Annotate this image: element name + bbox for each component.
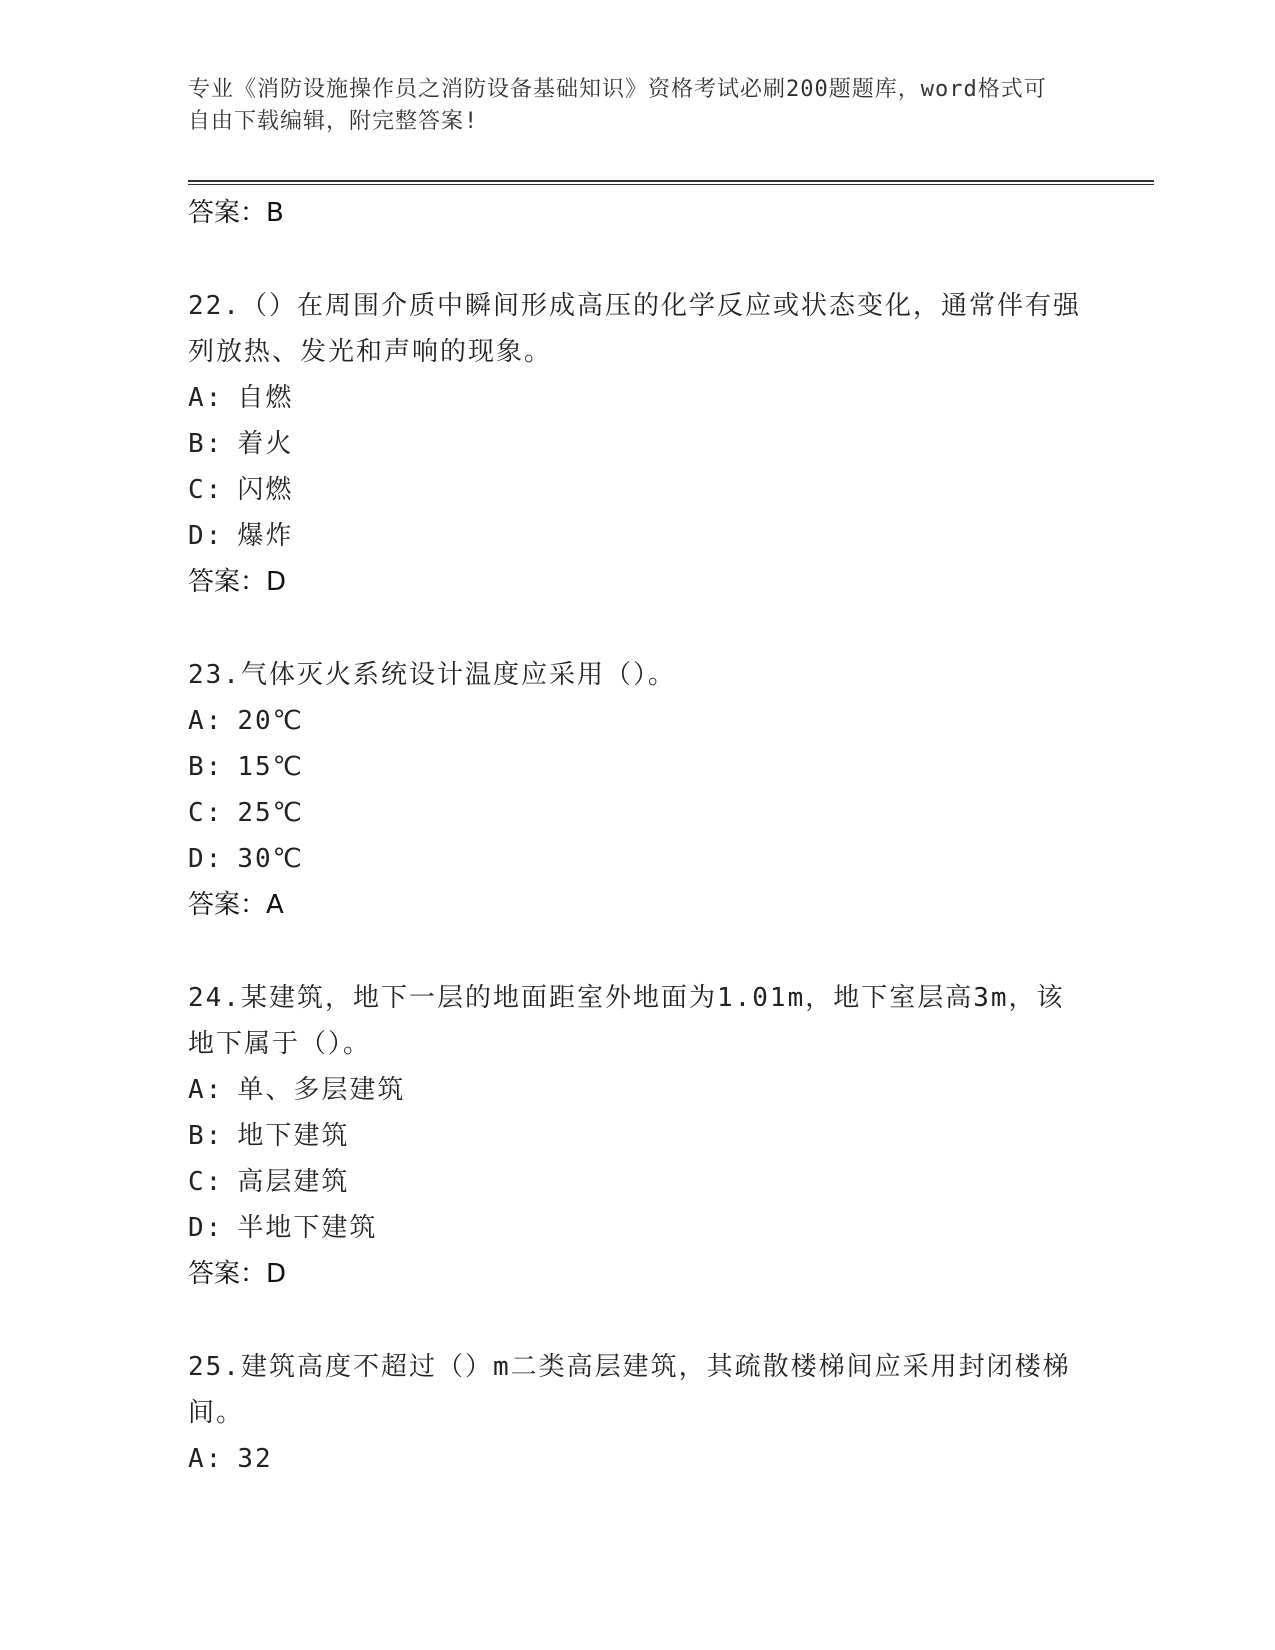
option-b <box>188 1113 1088 1159</box>
option-a <box>188 1067 1088 1113</box>
question-text: 23.气体灭火系统设计温度应采用（）。 <box>188 660 676 690</box>
option-text: 着火 <box>237 429 294 459</box>
option-text: 高层建筑 <box>237 1167 350 1197</box>
option-letter: A: <box>188 1444 224 1474</box>
option-text: 单、多层建筑 <box>237 1075 406 1105</box>
question-text: 22.（）在周围介质中瞬间形成高压的化学反应或状态变化，通常伴有强列放热、发光和声响的现象。 <box>188 291 1081 367</box>
question-answer: 答案：A <box>188 890 284 920</box>
option-letter: B: <box>188 752 224 782</box>
option-letter: D: <box>188 521 224 551</box>
question-item <box>188 283 1088 605</box>
option-text: 25℃ <box>237 798 304 828</box>
option-text: 地下建筑 <box>237 1121 350 1151</box>
option-letter: C: <box>188 798 224 828</box>
option-text: 爆炸 <box>237 521 294 551</box>
option-text: 半地下建筑 <box>237 1213 378 1243</box>
question-list <box>188 190 1088 1482</box>
header-divider <box>188 180 1154 185</box>
option-text: 20℃ <box>237 706 304 736</box>
question-answer: 答案：D <box>188 1259 287 1289</box>
page-header-title: 专业《消防设施操作员之消防设备基础知识》资格考试必刷200题题库，word格式可自由下载编辑，附完整答案! <box>188 77 1047 134</box>
option-a <box>188 1436 1088 1482</box>
question-item <box>188 1344 1088 1482</box>
option-d <box>188 836 1088 882</box>
option-d <box>188 1205 1088 1251</box>
option-a <box>188 375 1088 421</box>
option-letter: A: <box>188 383 224 413</box>
question-item <box>188 652 1088 928</box>
option-d <box>188 513 1088 559</box>
option-letter: C: <box>188 1167 224 1197</box>
option-letter: A: <box>188 1075 224 1105</box>
option-c <box>188 790 1088 836</box>
option-letter: D: <box>188 844 224 874</box>
option-b <box>188 744 1088 790</box>
option-letter: D: <box>188 1213 224 1243</box>
option-c <box>188 1159 1088 1205</box>
option-letter: B: <box>188 429 224 459</box>
option-letter: B: <box>188 1121 224 1151</box>
option-text: 闪燃 <box>237 475 294 505</box>
option-text: 30℃ <box>237 844 304 874</box>
question-answer: 答案：D <box>188 567 287 597</box>
option-text: 自燃 <box>237 383 294 413</box>
option-letter: A: <box>188 706 224 736</box>
question-text: 24.某建筑，地下一层的地面距室外地面为1.01m，地下室层高3m，该地下属于（）。 <box>188 983 1065 1059</box>
previous-answer: 答案：B <box>188 198 284 228</box>
option-text: 32 <box>237 1444 273 1474</box>
option-a <box>188 698 1088 744</box>
question-item <box>188 975 1088 1297</box>
option-c <box>188 467 1088 513</box>
option-b <box>188 421 1088 467</box>
option-letter: C: <box>188 475 224 505</box>
option-text: 15℃ <box>237 752 304 782</box>
question-text: 25.建筑高度不超过（）m二类高层建筑，其疏散楼梯间应采用封闭楼梯间。 <box>188 1352 1071 1428</box>
